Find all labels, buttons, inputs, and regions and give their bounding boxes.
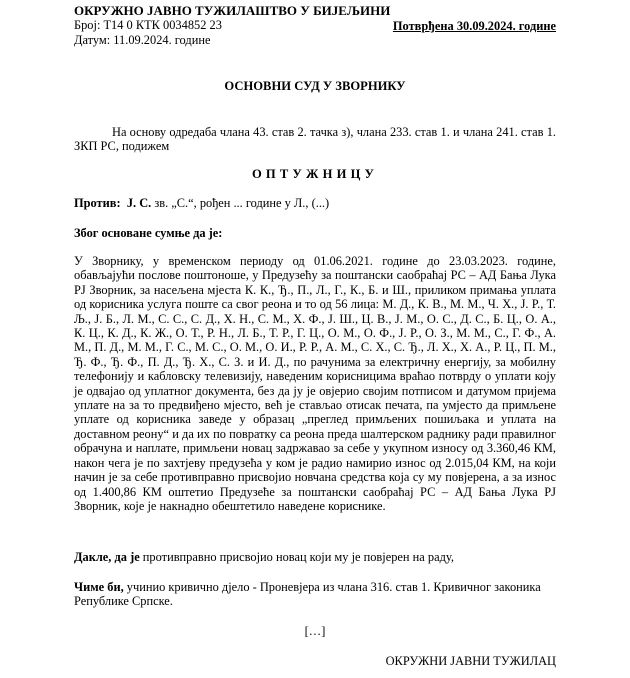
header-block [74, 4, 390, 47]
suspicion-heading: Због основане сумње да је: [74, 226, 223, 240]
crime-paragraph [74, 580, 556, 609]
crime-text: учинио кривично дјело - Проневјера из члана 316. став 1. Кривичног законика Републике Српске. [74, 580, 541, 609]
office-name: ОКРУЖНО ЈАВНО ТУЖИЛАШТВО У БИЈЕЉИНИ [74, 3, 391, 18]
defendant-line [74, 196, 556, 210]
confirmation-date: Потврђена 30.09.2024. године [392, 19, 556, 33]
indictment-title: ОПТУЖНИЦУ [251, 167, 379, 181]
omission-mark: […] [304, 624, 326, 638]
conclusion-text: противправно присвојио новац који му је повјерен на раду, [139, 550, 454, 564]
defendant-details: зв. „С.“, рођен ... године у Л., (...) [151, 196, 330, 210]
case-number: Број: Т14 0 КТК 0034852 23 [74, 18, 222, 33]
facts-paragraph: У Зворнику, у временском периоду од 01.06.2021. године до 23.03.2023. године, обављајући послове поштоноше, у Предузећу за поштански саобраћај РС – АД Бања Лука РЈ Зворник, за насељена мјеста К. К., Ђ., П., Л., Г., К., Б. и Ш., приликом примања уплата од корисника услуга поште са свог реона и то од 56 лица: М. Д., К. В., М. М., Ч. Х., Ј. Р., Т. Љ., Ј. Б., Л. М., С. С., С. Д., Х. Н., С. М., Х. Ф., Ј. Ш., Ц. В., Ј. М., О. С., Д. С., Б. Ц., О. А., К. Ц., К. Д., К. Ж., О. Т., Р. Н., Л. Б., Т. Р., Г. Ц., О. М., О. Ф., Ј. Р., О. З., М. М., С., Г. Ф., А. М., П. Д., М. М., Г. С., М. С., О. М., О. И., Р. Р., А. М., С. Х., С. Ђ., Л. Х., Х. А., Р. Ц., П. М., Ђ. Ф., Ђ. Ф., П. Д., Ђ. Х., С. З. и И. Д., по рачунима за електричну енергију, за мобилну телефонију и кабловску телевизију, наведеним корисницима враћао потврду о уплати коју је одвајао од уплатног документа, без да ју је овјерио својим потписом и датумом пријема уплате на за то предвиђено мјесто, већ је стављао отисак печата, па умјесто да примљене уплате од корисника заведе у образац „преглед примљених пошиљака и уплата на доставном реону“ и да их по повратку са реона преда шалтерском раднику ради правилног обрачуна и наплате, примљени новац задржавао за себе у укупном износу од 3.360,46 КМ, након чега је по захтјеву предузећа у ком је радио намирио износ од 2.015,04 КМ, на који начин је за себе противправно присвојио новчана средства која су му повјерена, а за износ од 1.400,86 КМ оштетио Предузеће за поштански саобраћај РС – АД Бања Лука РЈ Зворник, које је накнадно обештетило наведене кориснике. [74, 254, 556, 513]
against-label: Против: [74, 196, 121, 210]
conclusion-label: Дакле, да је [74, 550, 140, 564]
court-name: ОСНОВНИ СУД У ЗВОРНИКУ [224, 79, 406, 93]
conclusion-line [74, 550, 556, 564]
signer-title: ОКРУЖНИ ЈАВНИ ТУЖИЛАЦ [385, 654, 556, 668]
document-date: Датум: 11.09.2024. године [74, 32, 211, 47]
crime-label: Чиме би, [74, 580, 124, 594]
intro-paragraph: На основу одредаба члана 43. став 2. тачка з), члана 233. став 1. и члана 241. став 1. ЗКП РС, подижем [74, 125, 556, 154]
defendant-name: Ј. С. [126, 196, 152, 210]
